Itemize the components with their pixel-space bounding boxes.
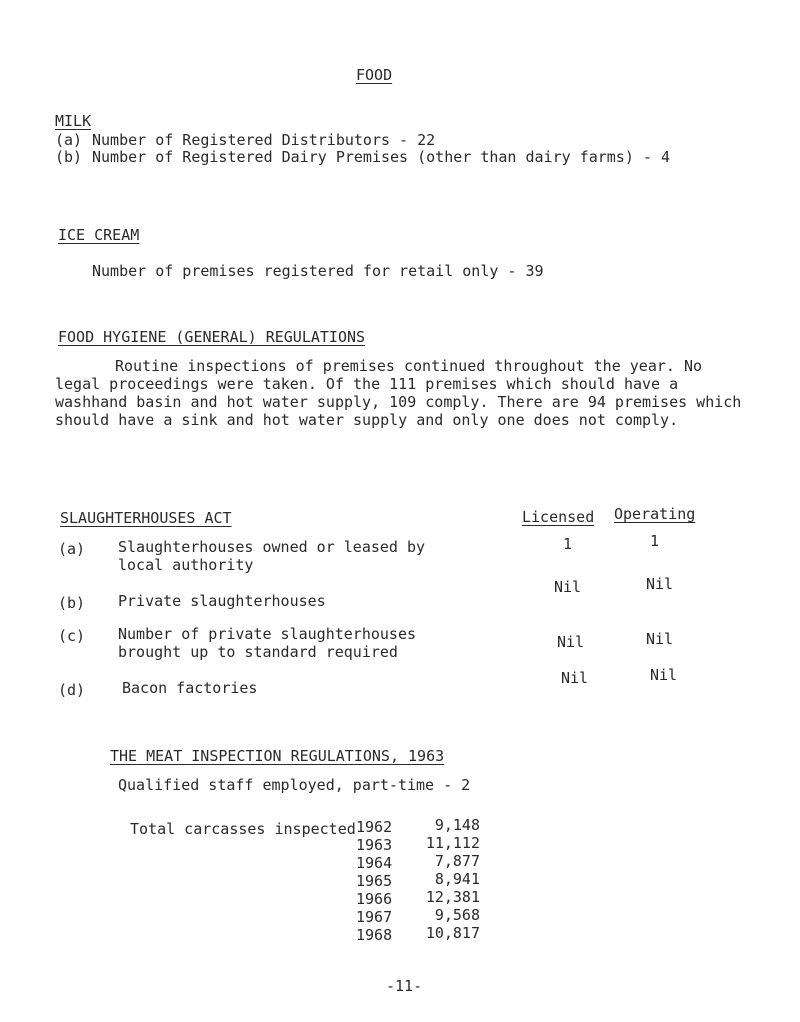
carcass-year: 1963 (356, 836, 393, 854)
slaughter-row-a-operating: 1 (650, 532, 660, 550)
ice-cream-heading: ICE CREAM (58, 226, 140, 244)
carcass-count: 12,381 (425, 888, 480, 906)
slaughter-row-d-text: Bacon factories (122, 679, 258, 697)
slaughter-row-c-operating: Nil (646, 630, 674, 648)
page-number: -11- (386, 977, 423, 995)
slaughter-row-d-operating: Nil (650, 666, 678, 684)
milk-item-b-text: Number of Registered Dairy Premises (other than dairy farms) - 4 (92, 148, 670, 166)
slaughter-row-b-text: Private slaughterhouses (118, 592, 326, 610)
food-hygiene-heading: FOOD HYGIENE (GENERAL) REGULATIONS (58, 328, 366, 346)
carcass-count: 7,877 (434, 852, 480, 870)
slaughter-row-c-licensed: Nil (557, 633, 585, 651)
milk-item-a-text: Number of Registered Distributors - 22 (92, 131, 436, 149)
carcass-count: 11,112 (425, 834, 480, 852)
slaughter-row-d-licensed: Nil (561, 669, 589, 687)
milk-item-a-label: (a) (55, 131, 83, 149)
slaughter-row-c-label: (c) (58, 627, 86, 645)
col-operating-header: Operating (614, 505, 696, 523)
slaughter-row-a-label: (a) (58, 540, 86, 558)
milk-item-b-label: (b) (55, 148, 83, 166)
page-title: FOOD (356, 66, 393, 84)
slaughter-row-c-text: Number of private slaughterhouses brought up to standard required (118, 625, 417, 661)
carcass-year: 1968 (356, 926, 393, 944)
carcass-year: 1962 (356, 818, 393, 836)
food-hygiene-text: Routine inspections of premises continued throughout the year. No legal proceedings were taken. Of the 111 premises which should have a washhand basin and hot water supply, 109 comply. There are 94 premises which should have a sink and hot water supply and only one does not comply. (55, 357, 742, 429)
slaughter-row-a-licensed: 1 (563, 535, 573, 553)
milk-heading: MILK (55, 112, 92, 130)
carcass-year: 1966 (356, 890, 393, 908)
slaughter-row-b-licensed: Nil (554, 578, 582, 596)
qualified-staff-text: Qualified staff employed, part-time - 2 (118, 776, 471, 794)
carcass-count: 9,568 (434, 906, 480, 924)
meat-inspection-heading: THE MEAT INSPECTION REGULATIONS, 1963 (110, 747, 445, 765)
slaughter-row-b-label: (b) (58, 594, 86, 612)
carcass-year: 1964 (356, 854, 393, 872)
slaughterhouses-heading: SLAUGHTERHOUSES ACT (60, 509, 232, 527)
slaughter-row-a-text: Slaughterhouses owned or leased by local authority (118, 538, 426, 574)
carcass-count: 9,148 (434, 816, 480, 834)
col-licensed-header: Licensed (522, 508, 595, 526)
slaughter-row-b-operating: Nil (646, 575, 674, 593)
carcass-year: 1965 (356, 872, 393, 890)
food-hygiene-paragraph (55, 357, 755, 429)
carcass-count: 8,941 (434, 870, 480, 888)
slaughter-row-d-label: (d) (58, 681, 86, 699)
carcass-count: 10,817 (425, 924, 480, 942)
carcass-year: 1967 (356, 908, 393, 926)
carcasses-label: Total carcasses inspected (130, 820, 356, 838)
ice-cream-text: Number of premises registered for retail only - 39 (92, 262, 544, 280)
